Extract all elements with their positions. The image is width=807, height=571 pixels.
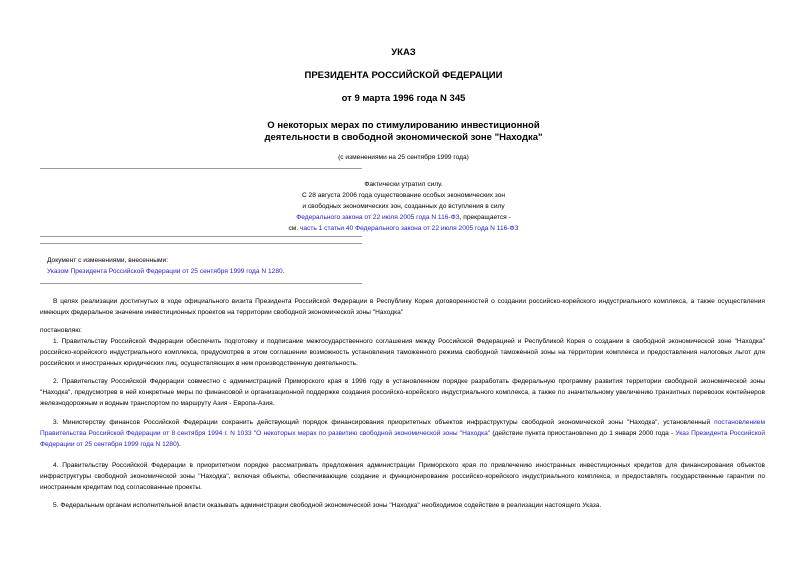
- clause-2-text: 2. Правительству Российской Федерации совместно с администрацией Приморского края в 1996 году в установленном порядке разработать федеральную программу развития территории свободной экономической зоны "Находка", предусмотрев в ней конкретные меры по финансовой и организационной поддержке создания российско-корейского индустриального комплекса, а также по значительному увеличению транзитных перевозок контейнеров железнодорожным и водным транспортом по маршруту Азия - Европа-Азия.: [40, 378, 765, 407]
- clause-4: [40, 461, 765, 493]
- status-line-5-prefix: см.: [288, 225, 300, 232]
- status-line-4-suffix: , прекращается -: [459, 214, 511, 221]
- doc-subject-line-2: деятельности в свободной экономической зоне "Находка": [264, 132, 543, 143]
- government-resolution-link[interactable]: постановлением Правительства Российской Федерации от 8 сентября 1994 г. N 1033 "О некоторых мерах по развитию свободной экономической зоны "Находка": [40, 419, 765, 437]
- status-line-2: С 28 августа 2006 года существование особых экономических зон: [301, 192, 506, 199]
- separator-line: [40, 236, 362, 237]
- clause-1: [40, 337, 765, 369]
- doc-date: от 9 марта 1996 года N 345: [341, 93, 466, 104]
- doc-issuer: ПРЕЗИДЕНТА РОССИЙСКОЙ ФЕДЕРАЦИИ: [304, 70, 503, 81]
- intro-text: В целях реализации достигнутых в ходе официального визита Президента Российской Федерации в Республику Корея договоренностей о создании российско-корейского индустриального комплекса, а также осуществления имеющих федеральное значение инвестиционных проектов на территории свободной экономической зоны "Находка": [40, 298, 765, 316]
- clause-5-text: 5. Федеральным органам исполнительной власти оказывать администрации свободной экономической зоны "Находка" необходимое содействие в реализации настоящего Указа.: [53, 502, 602, 509]
- clause-3-text-a: 3. Министерству финансов Российской Федерации сохранить действующий порядок финансирования приоритетных объектов инфраструктуры свободной экономической зоны "Находка", установленный: [53, 419, 715, 426]
- revisions-label: Документ с изменениями, внесенными:: [47, 257, 169, 264]
- status-line-5: [0, 223, 807, 234]
- clause-3-text-b: (действие пункта приостановлено до 1 января 2000 года -: [490, 429, 676, 437]
- status-line-3: и свободных экономических зон, созданных до вступления в силу: [302, 203, 505, 210]
- revisions-line: [47, 268, 285, 275]
- federal-law-article-link[interactable]: часть 1 статьи 40 Федерального закона от 22 июля 2005 года N 116-ФЗ: [300, 225, 519, 232]
- clause-3: [40, 418, 765, 450]
- clause-2: [40, 377, 765, 409]
- revision-decree-link[interactable]: Указом Президента Российской Федерации от 25 сентября 1999 года N 1280: [47, 268, 283, 275]
- clause-3-text-c: ).: [176, 440, 181, 448]
- amendment-note: (с изменениями на 25 сентября 1999 года): [338, 154, 469, 161]
- status-line-1: Фактически утратил силу.: [364, 181, 443, 188]
- clause-4-text: 4. Правительству Российской Федерации в приоритетном порядке рассматривать предложения администрации Приморского края по привлечению иностранных инвестиционных кредитов для финансирования объектов инфраструктуры свободной экономической зоны "Находка", включая объекты, обеспечивающие создание и функционирование российско-корейского индустриального комплекса, и предоставлять государственные гарантии по иностранным кредитам под согласованные проекты.: [40, 462, 765, 491]
- separator-line: [40, 243, 362, 244]
- decree-word: постановляю:: [40, 327, 83, 334]
- doc-type-title: УКАЗ: [391, 47, 416, 58]
- federal-law-link[interactable]: Федерального закона от 22 июля 2005 года N 116-ФЗ: [296, 214, 460, 221]
- separator-line: [40, 283, 362, 284]
- doc-subject-line-1: О некоторых мерах по стимулированию инвестиционной: [267, 120, 540, 131]
- status-note: [0, 179, 807, 234]
- revisions-suffix: .: [282, 268, 285, 275]
- intro-paragraph: [40, 297, 765, 319]
- separator-line: [40, 168, 362, 169]
- clause-5: [40, 501, 765, 512]
- clause-1-text: 1. Правительству Российской Федерации обеспечить подготовку и подписание межгосударственного соглашения между Российской Федерацией и Республикой Корея о создании в свободной экономической зоне "Находка" российско-корейского индустриального комплекса, предусмотрев в этом соглашении возможность установления таможенного режима свободной таможенной зоны на территории комплекса и предоставления налоговых льгот для российских и иностранных юридических лиц, осуществляющих в нем производственную деятельность.: [40, 338, 765, 367]
- status-line-4: [0, 212, 807, 223]
- suspension-decree-link[interactable]: Указ Президента Российской Федерации от 25 сентября 1999 года N 1280: [40, 429, 766, 448]
